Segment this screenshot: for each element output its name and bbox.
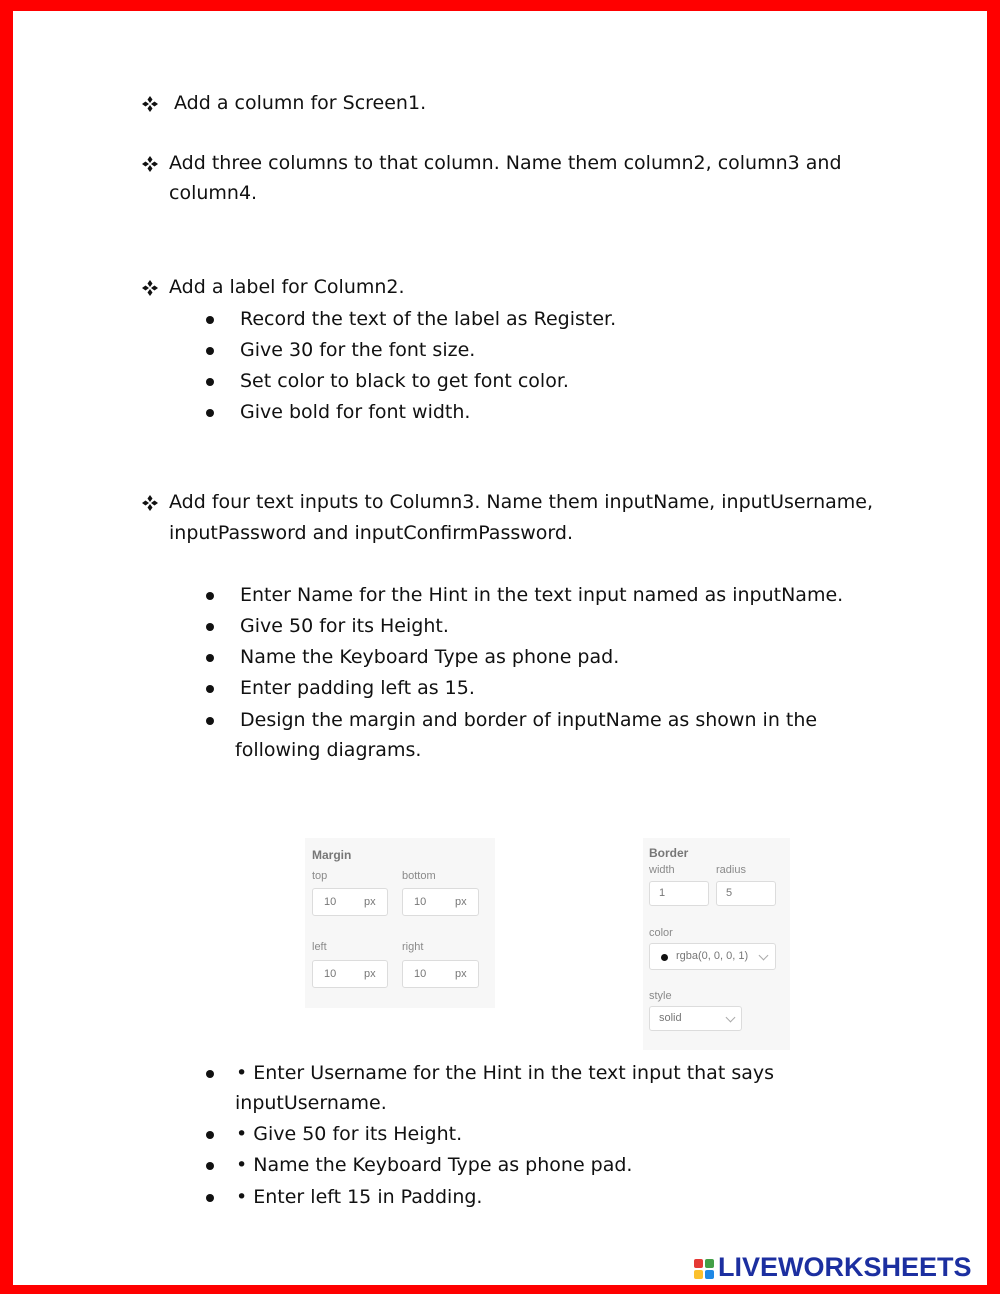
border-panel xyxy=(643,838,790,1050)
margin-left-label: left xyxy=(312,941,327,953)
step-3-text: Add a label for Column2. xyxy=(169,276,405,298)
diamond-bullet-icon xyxy=(141,95,159,113)
bullet-dot xyxy=(206,685,214,693)
diamond-bullet-icon xyxy=(141,279,159,297)
border-color-label: color xyxy=(649,927,673,939)
diamond-bullet-icon xyxy=(141,155,159,173)
color-swatch-icon xyxy=(661,954,668,961)
step-4-item: Design the margin and border of inputName as shown in the xyxy=(240,709,818,731)
logo-square-icon xyxy=(694,1270,703,1279)
margin-top-label: top xyxy=(312,870,328,882)
chevron-down-icon xyxy=(759,951,769,961)
bullet-dot xyxy=(206,1194,214,1202)
border-width-label: width xyxy=(649,864,675,876)
step-4-text-line1: Add four text inputs to Column3. Name them inputName, inputUsername, xyxy=(169,491,874,513)
margin-right-label: right xyxy=(402,941,424,953)
step-3-item: Give bold for font width. xyxy=(240,401,471,423)
step-5-item: • Enter Username for the Hint in the text input that says xyxy=(236,1062,775,1084)
step-5-item: • Name the Keyboard Type as phone pad. xyxy=(236,1154,633,1176)
step-3-item: Record the text of the label as Register. xyxy=(240,308,617,330)
logo-square-icon xyxy=(705,1259,714,1268)
border-radius-input[interactable]: 5 xyxy=(716,881,776,906)
bullet-dot xyxy=(206,1070,214,1078)
margin-bottom-label: bottom xyxy=(402,870,436,882)
step-4-item-line2: following diagrams. xyxy=(235,739,422,761)
step-2-text-line2: column4. xyxy=(169,182,258,204)
step-5-item: • Enter left 15 in Padding. xyxy=(236,1186,483,1208)
step-5-item-line2: inputUsername. xyxy=(235,1092,387,1114)
margin-right-input[interactable]: 10 px xyxy=(402,960,479,988)
step-4-item: Enter Name for the Hint in the text input named as inputName. xyxy=(240,584,844,606)
bullet-dot xyxy=(206,592,214,600)
margin-top-input[interactable]: 10 px xyxy=(312,888,388,916)
border-style-select[interactable]: solid xyxy=(649,1006,742,1031)
bullet-dot xyxy=(206,316,214,324)
margin-left-input[interactable]: 10 px xyxy=(312,960,388,988)
step-5-item: • Give 50 for its Height. xyxy=(236,1123,463,1145)
bullet-dot xyxy=(206,347,214,355)
border-title: Border xyxy=(649,846,689,860)
diamond-bullet-icon xyxy=(141,494,159,512)
bullet-dot xyxy=(206,409,214,417)
margin-panel xyxy=(305,838,495,1008)
step-3-item: Give 30 for the font size. xyxy=(240,339,476,361)
bullet-dot xyxy=(206,654,214,662)
bullet-dot xyxy=(206,1162,214,1170)
bullet-dot xyxy=(206,717,214,725)
border-width-input[interactable]: 1 xyxy=(649,881,709,906)
bullet-dot xyxy=(206,378,214,386)
step-3-item: Set color to black to get font color. xyxy=(240,370,569,392)
border-color-select[interactable]: rgba(0, 0, 0, 1) xyxy=(649,943,776,970)
bullet-dot xyxy=(206,1131,214,1139)
step-2-text-line1: Add three columns to that column. Name them column2, column3 and xyxy=(169,152,842,174)
bullet-dot xyxy=(206,623,214,631)
step-4-text-line2: inputPassword and inputConfirmPassword. xyxy=(169,522,573,544)
border-style-label: style xyxy=(649,990,672,1002)
logo-text: LIVEWORKSHEETS xyxy=(718,1252,972,1282)
step-4-item: Give 50 for its Height. xyxy=(240,615,449,637)
logo-square-icon xyxy=(694,1259,703,1268)
step-4-item: Enter padding left as 15. xyxy=(240,677,475,699)
logo-square-icon xyxy=(705,1270,714,1279)
margin-bottom-input[interactable]: 10 px xyxy=(402,888,479,916)
step-1-text: Add a column for Screen1. xyxy=(174,92,427,114)
margin-title: Margin xyxy=(312,848,352,862)
border-radius-label: radius xyxy=(716,864,746,876)
step-4-item: Name the Keyboard Type as phone pad. xyxy=(240,646,620,668)
chevron-down-icon xyxy=(726,1013,736,1023)
